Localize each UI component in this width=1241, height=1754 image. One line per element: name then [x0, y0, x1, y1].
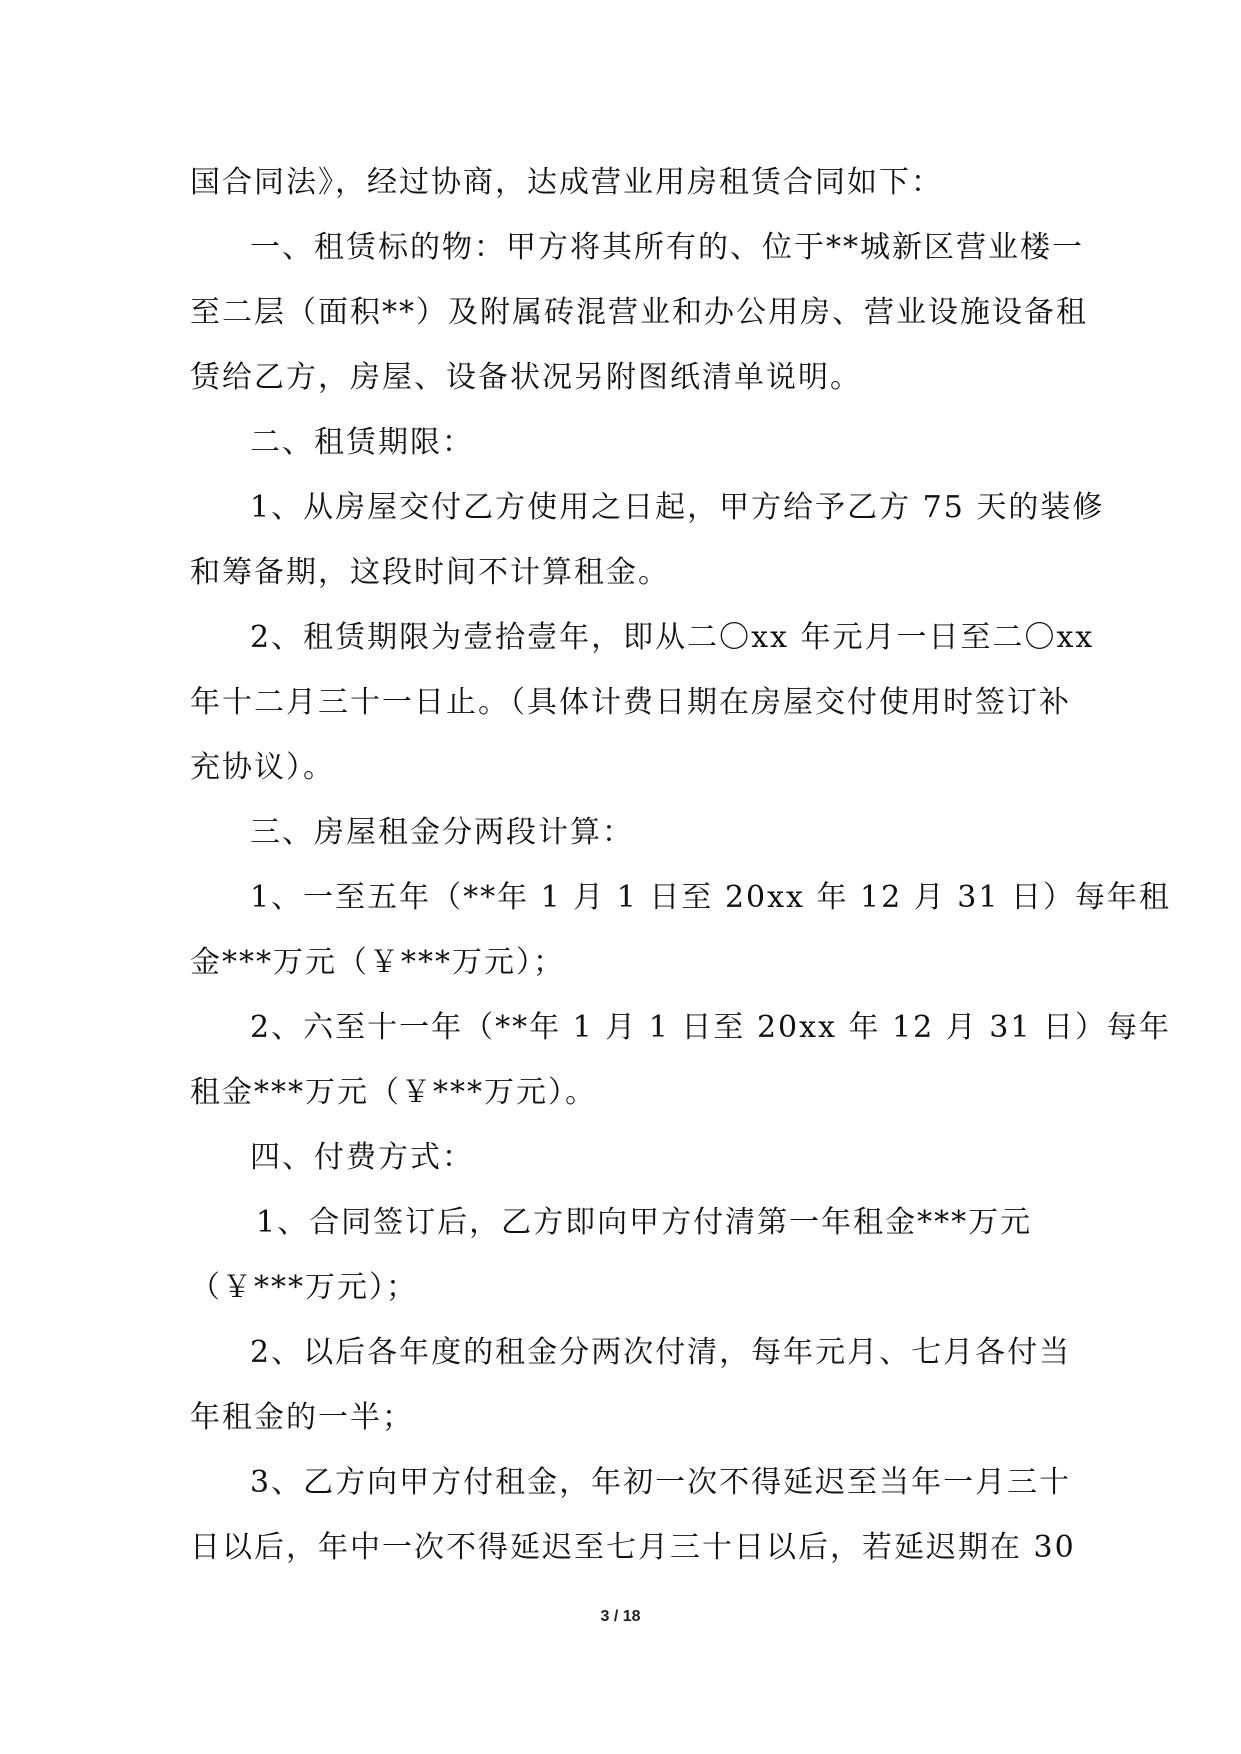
- text-line: 一、租赁标的物：甲方将其所有的、位于**城新区营业楼一: [250, 230, 1084, 265]
- text-line: 二、租赁期限：: [250, 425, 474, 460]
- text-line: 2、以后各年度的租金分两次付清，每年元月、七月各付当: [250, 1335, 1072, 1370]
- text-line: 国合同法》，经过协商，达成营业用房租赁合同如下：: [190, 165, 943, 200]
- text-line: 四、付费方式：: [250, 1140, 474, 1175]
- text-line: 日以后，年中一次不得延迟至七月三十日以后，若延迟期在 30: [190, 1530, 1076, 1565]
- text-line: 年租金的一半；: [190, 1400, 414, 1435]
- text-line: 赁给乙方，房屋、设备状况另附图纸清单说明。: [190, 360, 862, 395]
- text-line: 年十二月三十一日止。（具体计费日期在房屋交付使用时签订补: [190, 685, 1071, 720]
- text-line: 2、六至十一年（**年 1 月 1 日至 20xx 年 12 月 31 日）每年: [250, 1010, 1171, 1045]
- text-line: 1、一至五年（**年 1 月 1 日至 20xx 年 12 月 31 日）每年租: [250, 880, 1171, 915]
- text-line: 和筹备期，这段时间不计算租金。: [190, 555, 670, 590]
- text-line: 至二层（面积**）及附属砖混营业和办公用房、营业设施设备租: [190, 295, 1088, 330]
- text-line: （￥***万元）；: [190, 1270, 418, 1305]
- document-body: [190, 150, 1171, 1580]
- text-line: 1、从房屋交付乙方使用之日起，甲方给予乙方 75 天的装修: [250, 490, 1105, 525]
- text-line: 三、房屋租金分两段计算：: [250, 815, 634, 850]
- text-line: 1、合同签订后，乙方即向甲方付清第一年租金***万元: [256, 1205, 1033, 1240]
- text-line: 2、租赁期限为壹拾壹年，即从二〇xx 年元月一日至二〇xx: [250, 620, 1095, 655]
- text-line: 租金***万元（￥***万元）。: [190, 1075, 597, 1110]
- text-line: 充协议）。: [190, 750, 335, 785]
- page-number: 3 / 18: [600, 1608, 641, 1625]
- text-line: 金***万元（￥***万元）；: [190, 945, 565, 980]
- text-line: 3、乙方向甲方付租金，年初一次不得延迟至当年一月三十: [250, 1465, 1072, 1500]
